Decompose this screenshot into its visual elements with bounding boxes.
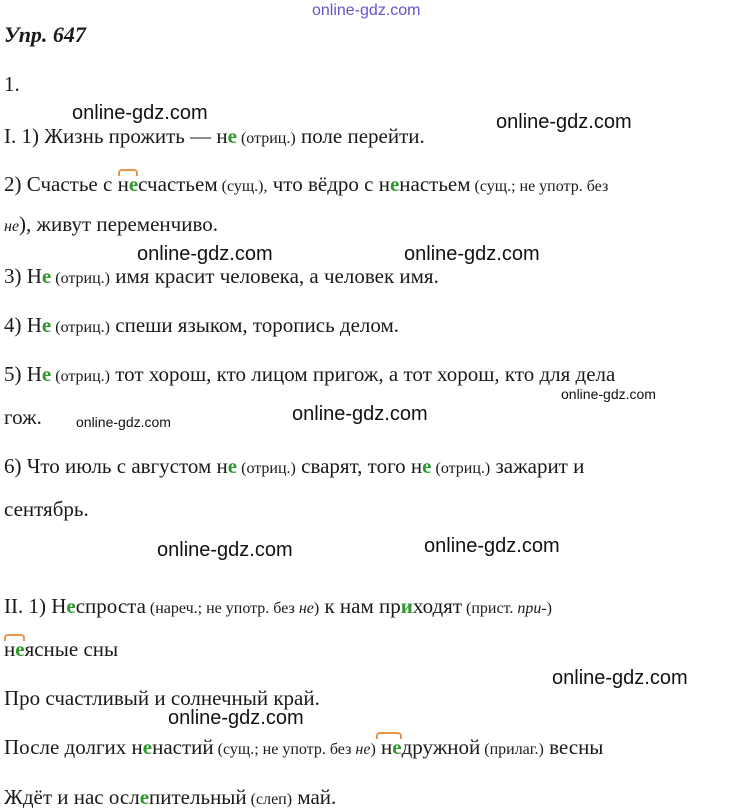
text-line: После долгих ненастий (сущ.; не употр. без не) недружной (прилаг.) весны (4, 735, 604, 759)
text-line: 4) Не (отриц.) спеши языком, торопись делом. (4, 313, 400, 337)
text-line: I. 1) Жизнь прожить — не (отриц.) поле перейти. (4, 124, 425, 148)
watermark: online-gdz.com (561, 386, 656, 402)
watermark: online-gdz.com (292, 403, 428, 425)
watermark: online-gdz.com (72, 102, 208, 124)
watermark: online-gdz.com (404, 243, 540, 265)
text-line: Ждёт и нас ослепительный (слеп) май. (4, 785, 337, 809)
watermark: online-gdz.com (496, 111, 632, 133)
text-line: 6) Что июль с августом не (отриц.) сварят, того не (отриц.) зажарит и (4, 454, 585, 478)
watermark: online-gdz.com (76, 414, 171, 430)
text-line: неясные сны (4, 637, 119, 661)
text-line: 2) Счастье с несчастьем (сущ.), что вёдро с ненастьем (сущ.; не употр. без (4, 172, 609, 196)
watermark: online-gdz.com (424, 535, 560, 557)
watermark: online-gdz.com (552, 667, 688, 689)
text-line: сентябрь. (4, 497, 89, 521)
section-number: 1. (4, 72, 20, 96)
text-line: Про счастливый и солнечный край. (4, 686, 320, 710)
text-line: 3) Не (отриц.) имя красит человека, а человек имя. (4, 264, 439, 288)
watermark: online-gdz.com (137, 243, 273, 265)
text-line: не), живут переменчиво. (4, 212, 218, 236)
text-line: II. 1) Неспроста (нареч.; не употр. без не) к нам приходят (прист. при-) (4, 594, 552, 618)
watermark: online-gdz.com (168, 707, 304, 729)
exercise-title: Упр. 647 (4, 22, 86, 47)
watermark: online-gdz.com (312, 2, 421, 19)
watermark: online-gdz.com (157, 539, 293, 561)
text-line: 5) Не (отриц.) тот хорош, кто лицом пригож, а тот хорош, кто для дела (4, 362, 616, 386)
text-line: гож. (4, 405, 42, 429)
